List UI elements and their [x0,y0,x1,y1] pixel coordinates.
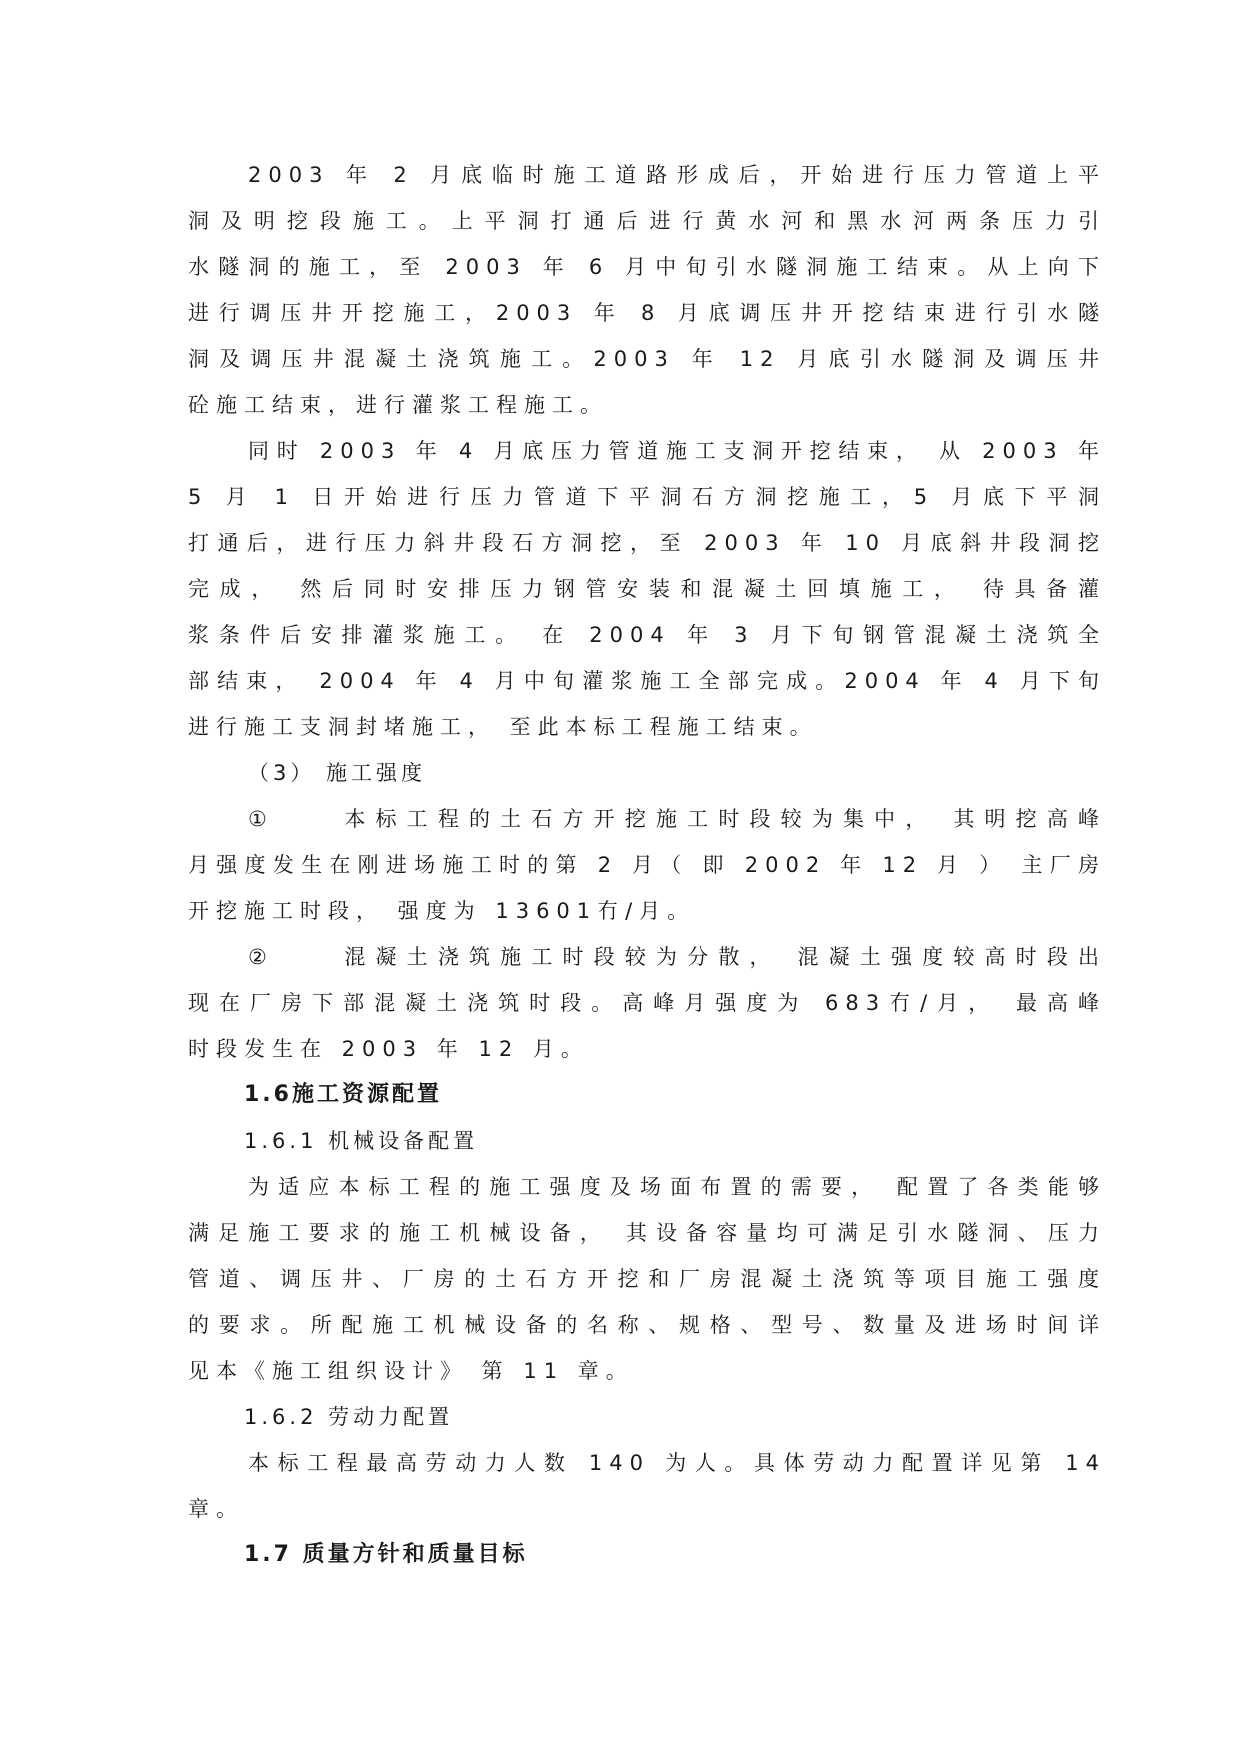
text-line: 同时 2003 年 4 月底压力管道施工支洞开挖结束， 从 2003 年 [248,439,1106,463]
text-line: 月强度发生在刚进场施工时的第 2 月（ 即 2002 年 12 月 ） 主厂房 [188,853,1106,877]
text-line: 见本《施工组织设计》 第 11 章。 [188,1359,634,1383]
text-line: 浆条件后安排灌浆施工。 在 2004 年 3 月下旬钢管混凝土浇筑全 [188,623,1106,647]
text-line: 洞及明挖段施工。上平洞打通后进行黄水河和黑水河两条压力引 [188,209,1106,233]
text-line: ② 混凝土浇筑施工时段较为分散， 混凝土强度较高时段出 [248,945,1106,969]
text-line: 洞及调压井混凝土浇筑施工。2003 年 12 月底引水隧洞及调压井 [188,347,1106,371]
text-line: 进行施工支洞封堵施工， 至此本标工程施工结束。 [188,715,818,739]
section-heading-1-6: 1.6施工资源配置 [244,1082,442,1107]
paragraph-intensity-1 [188,796,1106,934]
section-heading-1-7: 1.7 质量方针和质量目标 [244,1542,528,1567]
text-line: 满足施工要求的施工机械设备， 其设备容量均可满足引水隧洞、压力 [188,1221,1106,1245]
text-line: 砼施工结束，进行灌浆工程施工。 [188,393,608,417]
paragraph-equipment [188,1164,1106,1394]
text-line: 打通后，进行压力斜井段石方洞挖，至 2003 年 10 月底斜井段洞挖 [188,531,1106,555]
text-line: 5 月 1 日开始进行压力管道下平洞石方洞挖施工，5 月底下平洞 [188,485,1106,509]
text-line: 开挖施工时段， 强度为 13601冇/月。 [188,899,696,923]
text-line: 的要求。所配施工机械设备的名称、规格、型号、数量及进场时间详 [188,1313,1106,1337]
paragraph-schedule-2 [188,428,1106,750]
text-line: 管道、调压井、厂房的土石方开挖和厂房混凝土浇筑等项目施工强度 [188,1267,1106,1291]
document-body [188,152,1106,1578]
text-line: 章。 [188,1497,244,1521]
text-line: 水隧洞的施工，至 2003 年 6 月中旬引水隧洞施工结束。从上向下 [188,255,1106,279]
subsection-construction-intensity: （3） 施工强度 [248,761,427,785]
paragraph-schedule-1 [188,152,1106,428]
text-line: 时段发生在 2003 年 12 月。 [188,1037,589,1061]
text-line: 本标工程最高劳动力人数 140 为人。具体劳动力配置详见第 14 [248,1451,1106,1475]
section-heading-1-6-2: 1.6.2 劳动力配置 [244,1405,454,1429]
text-line: 为适应本标工程的施工强度及场面布置的需要， 配置了各类能够 [248,1175,1106,1199]
text-line: 现在厂房下部混凝土浇筑时段。高峰月强度为 683冇/月， 最高峰 [188,991,1106,1015]
text-line: 完成， 然后同时安排压力钢管安装和混凝土回填施工， 待具备灌 [188,577,1106,601]
paragraph-labor [188,1440,1106,1532]
paragraph-intensity-2 [188,934,1106,1072]
section-heading-1-6-1: 1.6.1 机械设备配置 [244,1129,479,1153]
text-line: ① 本标工程的土石方开挖施工时段较为集中， 其明挖高峰 [248,807,1106,831]
text-line: 部结束， 2004 年 4 月中旬灌浆施工全部完成。2004 年 4 月下旬 [188,669,1106,693]
text-line: 2003 年 2 月底临时施工道路形成后，开始进行压力管道上平 [248,163,1106,187]
text-line: 进行调压井开挖施工，2003 年 8 月底调压井开挖结束进行引水隧 [188,301,1106,325]
